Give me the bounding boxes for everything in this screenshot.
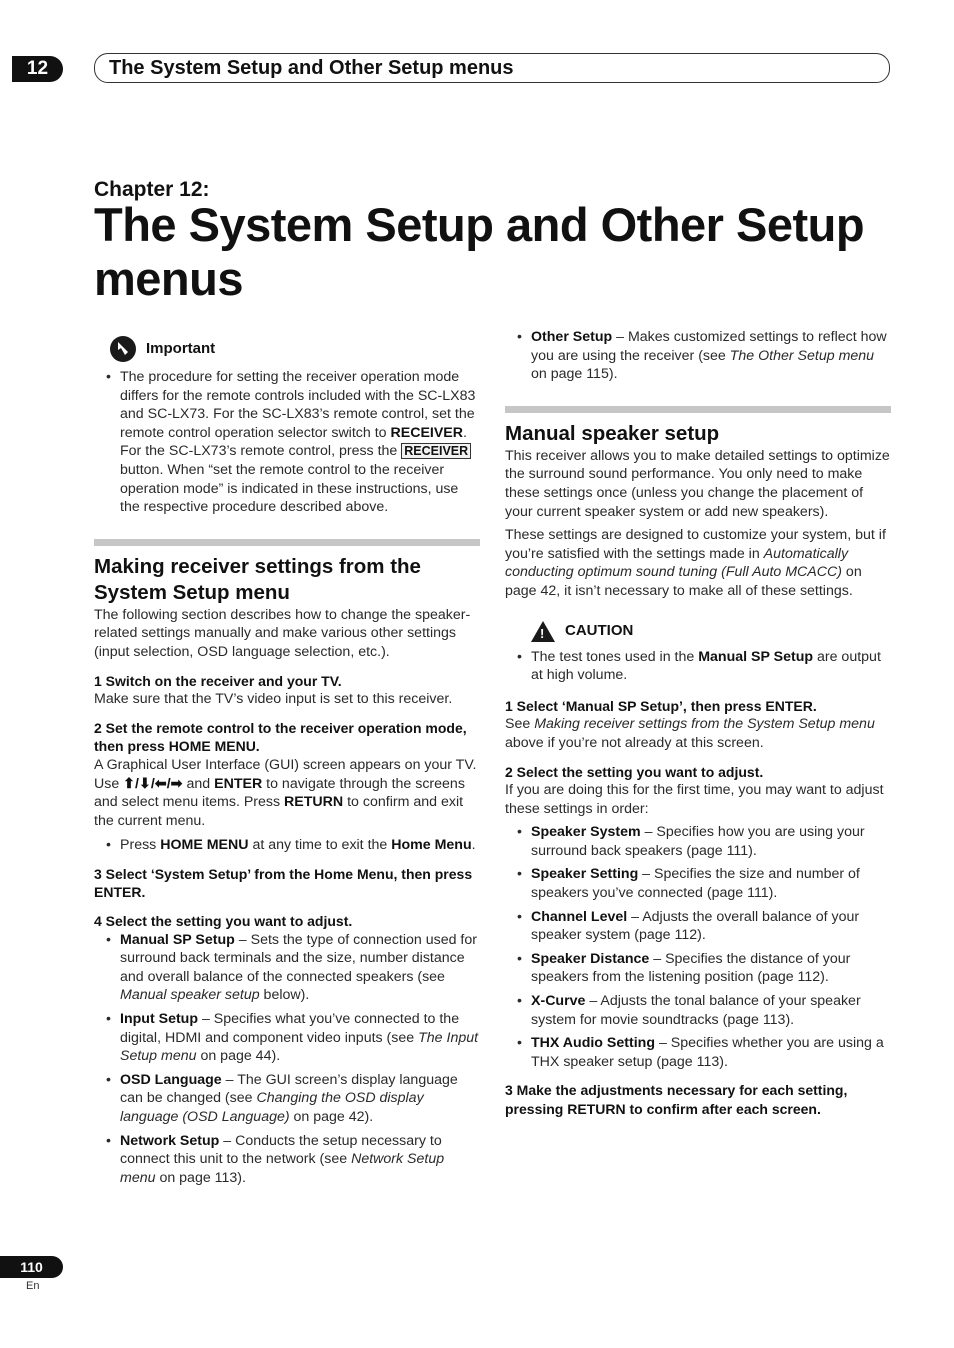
caution-setting: Manual SP Setup	[698, 648, 814, 665]
manual-speaker-para-1: This receiver allows you to make detailed settings to optimize the surround sound performance. You only need to make these settings once (unless you change the placement of your current speaker system or add new speakers).	[505, 447, 890, 520]
right-step-1-heading: 1 Select ‘Manual SP Setup’, then press ENTER.	[505, 697, 817, 714]
step-2-text-d: to confirm and exit the current menu.	[94, 794, 464, 829]
list-item	[505, 823, 891, 860]
right-column	[505, 328, 891, 1119]
step-2-text-a: A Graphical User Interface (GUI) screen appears on your TV. Use	[94, 756, 477, 792]
right-step-2-body: If you are doing this for the first time, you may want to adjust these settings in order:	[505, 782, 884, 817]
enter-key: ENTER	[214, 775, 263, 792]
receiver-button-label: RECEIVER	[401, 443, 471, 459]
important-heading	[110, 336, 480, 362]
bullet-text-c: .	[471, 837, 476, 854]
item-ref: Network Setup menu	[120, 1151, 445, 1186]
section-divider	[94, 539, 480, 546]
item-text: – Sets the type of connection used for surround back terminals and the size, number distance and overall balance of the connected speakers (see	[120, 931, 477, 985]
item-text: – Specifies how you are using your surround back speakers (page 111).	[531, 824, 865, 859]
item-text-end: on page 115).	[531, 366, 618, 383]
list-item	[505, 1034, 891, 1071]
item-text: – The GUI screen’s display language can be changed (see	[120, 1071, 458, 1107]
item-name: Network Setup	[120, 1132, 220, 1149]
caution-bullet	[505, 648, 891, 685]
page-number: 110	[0, 1256, 63, 1278]
caution-icon: !	[531, 621, 555, 642]
chapter-title-line2: menus	[94, 252, 243, 305]
return-key: RETURN	[284, 794, 344, 811]
item-text: – Makes customized settings to reflect how you are using the receiver (see	[531, 329, 887, 364]
step-1-post: above if you’re not already at this screen.	[505, 734, 764, 751]
item-ref: Changing the OSD display language (OSD Language)	[120, 1090, 424, 1125]
step-1-ref: Making receiver settings from the System Setup menu	[534, 716, 875, 733]
item-text-end: on page 113).	[155, 1169, 246, 1186]
important-text-2: . For the SC-LX73’s remote control, press the	[120, 424, 467, 460]
right-step-1-body	[505, 715, 891, 752]
caution-text-c: are output at high volume.	[531, 648, 881, 684]
item-name: THX Audio Setting	[531, 1035, 655, 1052]
item-name: X-Curve	[531, 993, 586, 1010]
item-text: – Specifies the distance of your speakers from the listening position (page 112).	[531, 950, 851, 986]
list-item	[505, 992, 891, 1029]
item-name: Speaker Distance	[531, 950, 650, 967]
important-icon	[110, 336, 136, 362]
right-step-2-heading: 2 Select the setting you want to adjust.	[505, 763, 764, 780]
list-item	[94, 1010, 480, 1066]
language-code: En	[26, 1280, 40, 1292]
home-menu-name: Home Menu	[391, 837, 472, 854]
step-2-heading: 2 Set the remote control to the receiver operation mode, then press HOME MENU.	[94, 719, 467, 755]
caution-text-a: The test tones used in the	[531, 648, 699, 665]
item-name: Speaker System	[531, 824, 641, 841]
item-ref: Manual speaker setup	[120, 987, 260, 1004]
chapter-title-line1: The System Setup and Other Setup	[94, 198, 865, 251]
step-1-see: See	[505, 716, 535, 733]
running-header	[94, 53, 890, 83]
step-3-heading: 3 Select ‘System Setup’ from the Home Menu, then press ENTER.	[94, 865, 473, 901]
caution-heading	[531, 621, 891, 642]
item-name: Input Setup	[120, 1011, 199, 1028]
header-title: The System Setup and Other Setup menus	[109, 57, 514, 79]
right-step-3-heading: 3 Make the adjustments necessary for each setting, pressing RETURN to confirm after each screen.	[505, 1082, 848, 1117]
section-intro: The following section describes how to change the speaker-related settings manually and make various other settings (input selection, OSD language selection, etc.).	[94, 606, 471, 660]
step-2-body	[94, 756, 480, 830]
caution-label: CAUTION	[565, 621, 634, 639]
chapter-title	[94, 198, 874, 306]
item-text: – Specifies the size and number of speakers you’ve connected (page 111).	[531, 866, 860, 902]
left-column	[94, 336, 480, 1187]
bullet-text-b: at any time to exit the	[248, 837, 392, 854]
list-item	[505, 328, 891, 384]
home-menu-bullet	[94, 836, 480, 855]
list-item	[94, 931, 480, 1005]
step-1-heading: 1 Switch on the receiver and your TV.	[94, 672, 342, 689]
section-heading-system-setup: Making receiver settings from the System Setup menu	[94, 554, 421, 604]
para-2-text-b: on page 42, it isn’t necessary to make all of these settings.	[505, 564, 862, 599]
chapter-label: Chapter 12:	[94, 178, 210, 201]
step-1-body: Make sure that the TV’s video input is set to this receiver.	[94, 691, 453, 708]
list-item	[94, 1132, 480, 1188]
step-4-heading: 4 Select the setting you want to adjust.	[94, 913, 353, 930]
bullet-text-a: Press	[120, 837, 161, 854]
item-text: – Specifies what you’ve connected to the digital, HDMI and component video inputs (see	[120, 1011, 460, 1046]
arrow-keys: ⬆/⬇/⬅/➡	[123, 775, 183, 792]
item-text-end: below).	[259, 987, 310, 1004]
item-text-end: on page 44).	[196, 1048, 281, 1065]
chapter-number-tab: 12	[12, 56, 63, 82]
list-item	[505, 865, 891, 902]
important-bullet	[94, 368, 480, 517]
para-2-text-a: These settings are designed to customize your system, but if you’re satisfied with the settings made in	[505, 527, 886, 562]
item-ref: The Input Setup menu	[120, 1029, 479, 1065]
para-2-ref: Automatically conducting optimum sound tuning (Full Auto MCACC)	[505, 545, 849, 581]
home-menu-key: HOME MENU	[160, 837, 249, 854]
item-name: Other Setup	[531, 329, 613, 345]
receiver-switch-label: RECEIVER	[390, 424, 464, 441]
important-label: Important	[146, 339, 216, 357]
section-divider	[505, 406, 891, 413]
step-2-text-c: to navigate through the screens and select menu items. Press	[94, 775, 465, 811]
item-ref: The Other Setup menu	[729, 347, 875, 364]
list-item	[94, 1071, 480, 1127]
list-item	[505, 950, 891, 987]
section-heading-manual-speaker: Manual speaker setup	[505, 421, 720, 445]
important-text-1: The procedure for setting the receiver operation mode differs for the remote controls included with the SC-LX83 and SC-LX73. For the SC-LX83’s remote control, set the remote control operation selector switch to	[120, 369, 476, 441]
item-text: – Adjusts the overall balance of your speaker system (page 112).	[531, 908, 860, 944]
item-text-end: on page 42).	[289, 1109, 374, 1125]
item-text: – Adjusts the tonal balance of your speaker system for movie soundtracks (page 113).	[531, 993, 861, 1028]
step-2-text-b: and	[182, 775, 215, 792]
list-item	[505, 908, 891, 945]
item-name: Channel Level	[531, 908, 628, 925]
item-name: OSD Language	[120, 1071, 222, 1088]
item-name: Speaker Setting	[531, 866, 639, 883]
item-name: Manual SP Setup	[120, 931, 235, 948]
item-text: – Conducts the setup necessary to connect this unit to the network (see	[120, 1132, 442, 1168]
manual-speaker-para-2	[505, 526, 891, 600]
item-text: – Specifies whether you are using a THX speaker setup (page 113).	[531, 1035, 884, 1070]
important-text-3: button. When “set the remote control to the receiver operation mode” is indicated in these instructions, use the respective procedure described above.	[120, 461, 459, 516]
